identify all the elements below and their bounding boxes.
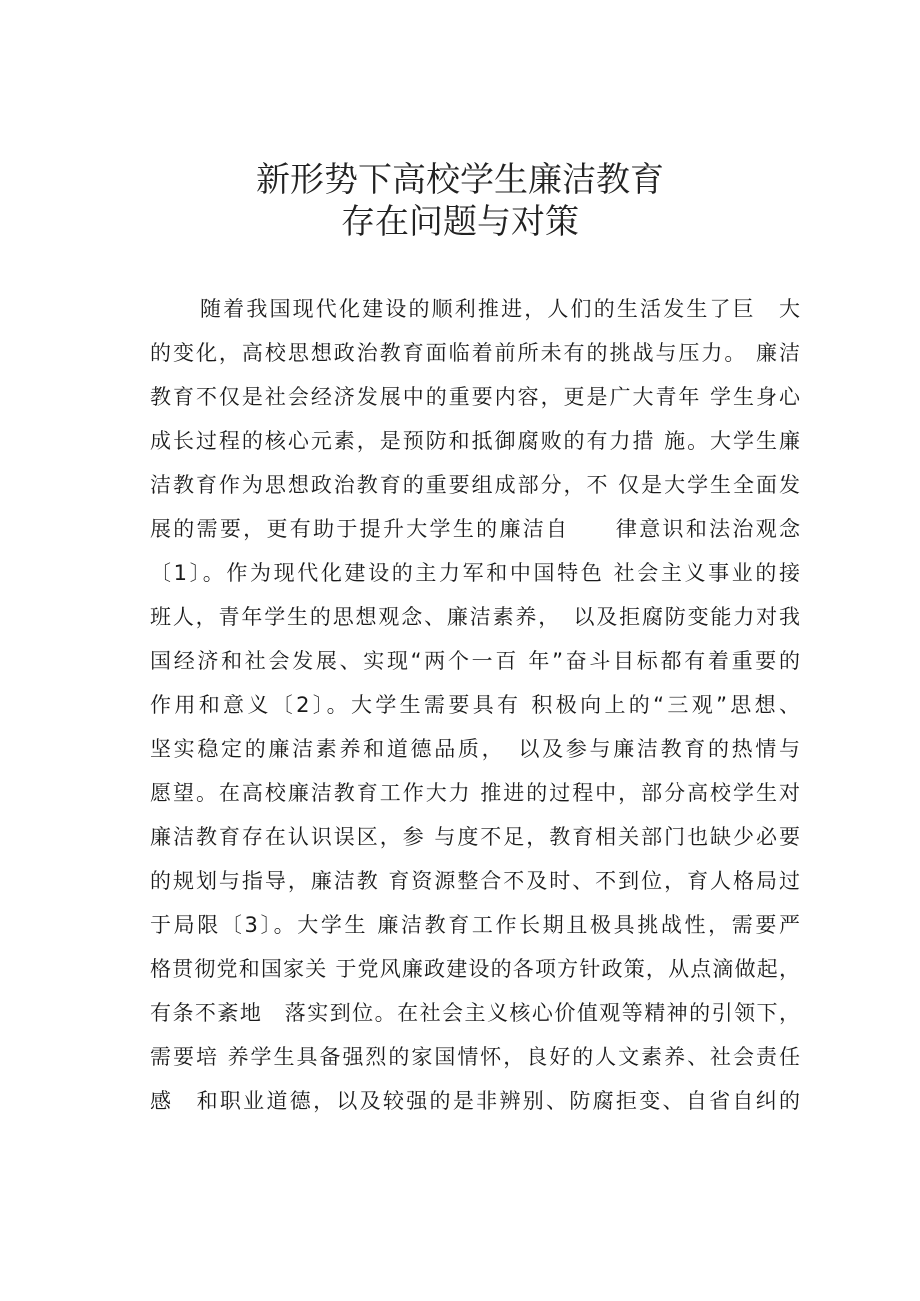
document-title-line-1: 新形势下高校学生廉洁教育 bbox=[256, 160, 664, 200]
paragraph-line: 教育不仅是社会经济发展中的重要内容，更是广大青年 学生身心 bbox=[150, 385, 800, 409]
paragraph-line: 洁教育作为思想政治教育的重要组成部分，不 仅是大学生全面发 bbox=[150, 473, 800, 497]
document-title-line-2: 存在问题与对策 bbox=[341, 202, 579, 242]
paragraph-line: 于局限〔3〕。大学生 廉洁教育工作长期且极具挑战性，需要严 bbox=[150, 913, 800, 937]
paragraph-line: 需要培 养学生具备强烈的家国情怀，良好的人文素养、社会责任 bbox=[150, 1045, 800, 1069]
paragraph-line: 班人，青年学生的思想观念、廉洁素养， 以及拒腐防变能力对我 bbox=[150, 605, 800, 629]
paragraph-line: 〔1〕。作为现代化建设的主力军和中国特色 社会主义事业的接 bbox=[150, 561, 800, 585]
paragraph-line: 成长过程的核心元素，是预防和抵御腐败的有力措 施。大学生廉 bbox=[150, 429, 800, 453]
paragraph-line: 坚实稳定的廉洁素养和道德品质， 以及参与廉洁教育的热情与 bbox=[150, 737, 800, 761]
paragraph-line: 作用和意义〔2〕。大学生需要具有 积极向上的“三观”思想、 bbox=[150, 693, 800, 717]
paragraph-line: 愿望。在高校廉洁教育工作大力 推进的过程中，部分高校学生对 bbox=[150, 781, 800, 805]
paragraph-line: 随着我国现代化建设的顺利推进，人们的生活发生了巨 大 bbox=[200, 297, 800, 321]
paragraph-line: 有条不紊地 落实到位。在社会主义核心价值观等精神的引领下， bbox=[150, 1001, 800, 1025]
paragraph-line: 展的需要，更有助于提升大学生的廉洁自 律意识和法治观念 bbox=[150, 517, 800, 541]
paragraph-line: 格贯彻党和国家关 于党风廉政建设的各项方针政策，从点滴做起， bbox=[150, 957, 800, 981]
paragraph-line: 的变化，高校思想政治教育面临着前所未有的挑战与压力。 廉洁 bbox=[150, 341, 800, 365]
paragraph-line: 国经济和社会发展、实现“两个一百 年”奋斗目标都有着重要的 bbox=[150, 649, 800, 673]
paragraph-line: 的规划与指导，廉洁教 育资源整合不及时、不到位，育人格局过 bbox=[150, 869, 800, 893]
paragraph-line: 感 和职业道德，以及较强的是非辨别、防腐拒变、自省自纠的 bbox=[150, 1089, 800, 1113]
paragraph-line: 廉洁教育存在认识误区，参 与度不足，教育相关部门也缺少必要 bbox=[150, 825, 800, 849]
